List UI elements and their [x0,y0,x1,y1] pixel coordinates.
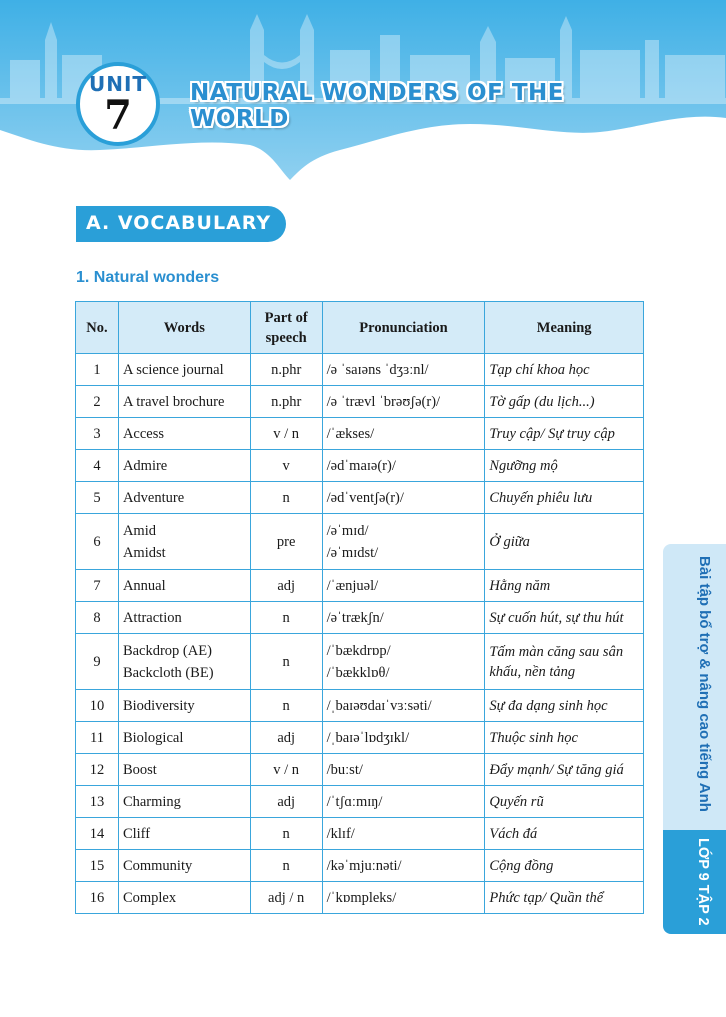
cell-pos: adj [250,786,322,818]
table-row [76,450,644,482]
cell-meaning: Sự đa dạng sinh học [485,690,644,722]
word-line: Backcloth (BE) [122,664,214,681]
unit-badge [76,62,160,146]
cell-no: 15 [76,850,119,882]
cell-word: Complex [118,882,250,914]
cell-pronunciation: /ˈkɒmpleks/ [322,882,485,914]
cell-word: Annual [118,570,250,602]
cell-word: Biodiversity [118,690,250,722]
table-row [76,354,644,386]
cell-word: Biological [118,722,250,754]
table-row [76,514,644,570]
cell-pronunciation: /ˌbaɪəˈlɒdʒɪkl/ [322,722,485,754]
cell-pronunciation: /klɪf/ [322,818,485,850]
cell-meaning: Ngưỡng mộ [485,450,644,482]
table-row [76,882,644,914]
cell-no: 4 [76,450,119,482]
cell-pos: n [250,602,322,634]
cell-no: 10 [76,690,119,722]
cell-no: 7 [76,570,119,602]
cell-word: Access [118,418,250,450]
cell-word: Admire [118,450,250,482]
header-no: No. [76,302,119,354]
cell-pronunciation: /ˈækses/ [322,418,485,450]
table-row [76,482,644,514]
unit-number: 7 [104,92,132,139]
cell-pronunciation: /əˈtrækʃn/ [322,602,485,634]
table-row [76,722,644,754]
cell-meaning: Đẩy mạnh/ Sự tăng giá [485,754,644,786]
cell-meaning: Hằng năm [485,570,644,602]
cell-pos: n [250,850,322,882]
cell-pos: n [250,690,322,722]
cell-meaning: Tạp chí khoa học [485,354,644,386]
section-banner [76,206,286,242]
word-line: Backdrop (AE) [122,642,212,659]
table-row [76,418,644,450]
cell-pos: n [250,818,322,850]
cell-no: 3 [76,418,119,450]
cell-no: 16 [76,882,119,914]
table-row [76,850,644,882]
unit-title: NATURAL WONDERS OF THE WORLD [190,80,564,132]
cell-pos: v [250,450,322,482]
cell-pos: v / n [250,754,322,786]
cell-pos: adj [250,570,322,602]
cell-word: A travel brochure [118,386,250,418]
cell-word: Cliff [118,818,250,850]
cell-word: Charming [118,786,250,818]
cell-no: 1 [76,354,119,386]
pron-line: /ˈbækdrɒp/ [326,642,391,659]
table-row [76,634,644,690]
cell-meaning: Chuyến phiêu lưu [485,482,644,514]
cell-no: 12 [76,754,119,786]
cell-no: 9 [76,634,119,690]
table-row [76,786,644,818]
cell-word: A science journal [118,354,250,386]
cell-no: 6 [76,514,119,570]
cell-meaning: Vách đá [485,818,644,850]
cell-pronunciation: /ə ˈsaɪəns ˈdʒɜːnl/ [322,354,485,386]
cell-word: Community [118,850,250,882]
cell-pronunciation: /ˌbaɪəʊdaɪˈvɜːsəti/ [322,690,485,722]
table-row [76,386,644,418]
cell-pos: n [250,482,322,514]
table-row [76,754,644,786]
cell-pronunciation: /ədˈmaɪə(r)/ [322,450,485,482]
grade-label: LỚP 9 TẬP 2 [695,838,711,926]
cell-no: 2 [76,386,119,418]
cell-meaning: Tấm màn căng sau sân khấu, nền tảng [485,634,644,690]
cell-meaning: Ở giữa [485,514,644,570]
word-line: Amidst [122,544,166,561]
cell-no: 5 [76,482,119,514]
subsection-title: 1. Natural wonders [76,269,220,286]
table-row [76,570,644,602]
cell-pos: n [250,634,322,690]
table-header-row [76,302,644,354]
pron-line: /əˈmɪd/ [326,522,369,539]
cell-meaning: Tờ gấp (du lịch...) [485,386,644,418]
cell-pronunciation: /kəˈmjuːnəti/ [322,850,485,882]
header-words: Words [118,302,250,354]
cell-meaning: Truy cập/ Sự truy cập [485,418,644,450]
book-title: Bài tập bổ trợ & nâng cao tiếng Anh [696,556,713,812]
cell-word: Attraction [118,602,250,634]
cell-meaning: Phức tạp/ Quần thể [485,882,644,914]
header-meaning: Meaning [485,302,644,354]
cell-word [118,634,250,690]
side-tab-title-area [663,544,726,830]
cell-pronunciation [322,514,485,570]
cell-meaning: Thuộc sinh học [485,722,644,754]
cell-pronunciation: /ˈænjuəl/ [322,570,485,602]
pron-line: /əˈmɪdst/ [326,544,379,561]
cell-word [118,514,250,570]
cell-pronunciation: /buːst/ [322,754,485,786]
section-title: A. VOCABULARY [86,212,272,234]
cell-pos: v / n [250,418,322,450]
vocabulary-table [75,301,644,914]
cell-pronunciation: /ˈtʃɑːmɪŋ/ [322,786,485,818]
pron-line: /ˈbækklɒθ/ [326,664,390,681]
cell-no: 11 [76,722,119,754]
table-row [76,818,644,850]
table-row [76,690,644,722]
cell-pronunciation: /ədˈventʃə(r)/ [322,482,485,514]
cell-pronunciation: /ə ˈtrævl ˈbrəʊʃə(r)/ [322,386,485,418]
cell-word: Adventure [118,482,250,514]
table-row [76,602,644,634]
cell-no: 13 [76,786,119,818]
unit-header [0,0,726,185]
cell-word: Boost [118,754,250,786]
cell-pos: n.phr [250,386,322,418]
cell-meaning: Cộng đồng [485,850,644,882]
book-side-tab [663,544,726,934]
unit-label: UNIT [88,72,148,96]
cell-pos: adj / n [250,882,322,914]
header-part-of-speech: Part of speech [250,302,322,354]
cell-pronunciation [322,634,485,690]
cell-no: 8 [76,602,119,634]
cell-pos: adj [250,722,322,754]
cell-meaning: Quyến rũ [485,786,644,818]
cell-pos: n.phr [250,354,322,386]
cell-pos: pre [250,514,322,570]
cell-no: 14 [76,818,119,850]
word-line: Amid [122,522,156,539]
cell-meaning: Sự cuốn hút, sự thu hút [485,602,644,634]
header-pronunciation: Pronunciation [322,302,485,354]
